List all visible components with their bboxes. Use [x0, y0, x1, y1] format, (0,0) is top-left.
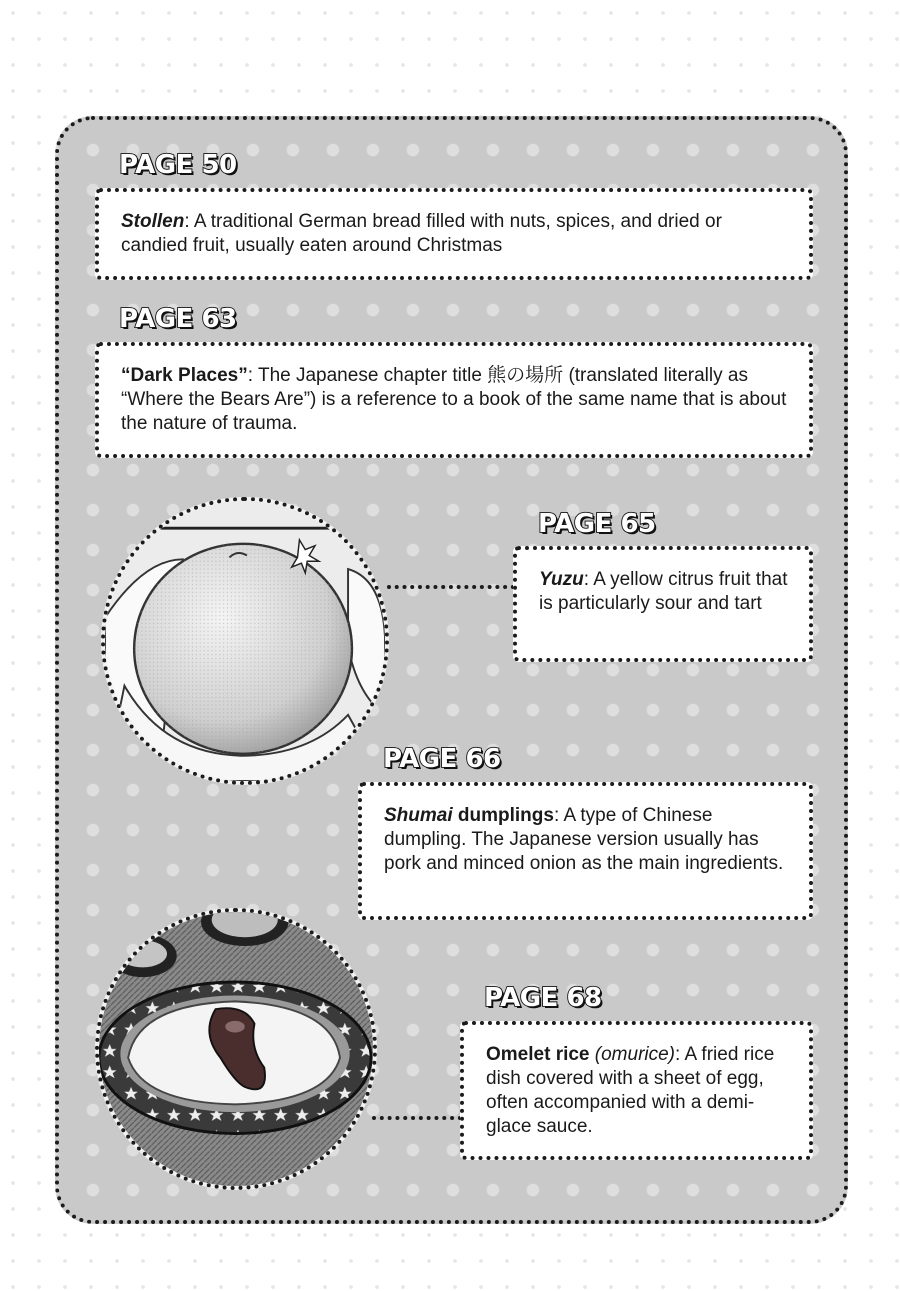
page-66-heading: PAGE 66: [383, 744, 501, 774]
yuzu-connector: [387, 585, 515, 589]
omurice-term: Omelet rice: [486, 1044, 590, 1065]
yuzu-note: [513, 546, 813, 662]
yuzu-illustration: [101, 497, 389, 785]
page-68-heading: PAGE 68: [484, 983, 602, 1013]
dark-places-term: “Dark Places”: [121, 365, 248, 386]
omurice-term-note: (omurice): [594, 1044, 676, 1065]
dark-places-note: [95, 342, 813, 458]
dark-places-definition: : The Japanese chapter title 熊の場所 (translated literally as “Where the Bears Are”) is a reference to a book of the same name that is about the nature of trauma.: [121, 365, 787, 434]
page-50-heading: PAGE 50: [119, 150, 237, 180]
stollen-note: [95, 188, 813, 280]
stollen-term: Stollen: [121, 211, 185, 232]
shumai-term: Shumai: [384, 805, 453, 826]
page-65-heading: PAGE 65: [538, 509, 656, 539]
yuzu-drawing: [105, 501, 385, 781]
shumai-note: [358, 782, 813, 920]
omurice-definition: : A fried rice dish covered with a sheet of egg, often accompanied with a demi-glace sauce.: [486, 1044, 775, 1137]
page-63-heading: PAGE 63: [119, 304, 237, 334]
omurice-note: [460, 1021, 813, 1160]
shumai-definition: : A type of Chinese dumpling. The Japanese version usually has pork and minced onion as the main ingredients.: [384, 805, 784, 874]
yuzu-term: Yuzu: [539, 569, 584, 590]
shumai-term-suffix: dumplings: [452, 805, 554, 826]
omurice-illustration: [95, 908, 377, 1190]
yuzu-definition: : A yellow citrus fruit that is particularly sour and tart: [539, 569, 788, 614]
omurice-drawing: [99, 912, 373, 1186]
omurice-connector: [372, 1116, 462, 1120]
stollen-definition: : A traditional German bread filled with nuts, spices, and dried or candied fruit, usually eaten around Christmas: [121, 211, 722, 256]
